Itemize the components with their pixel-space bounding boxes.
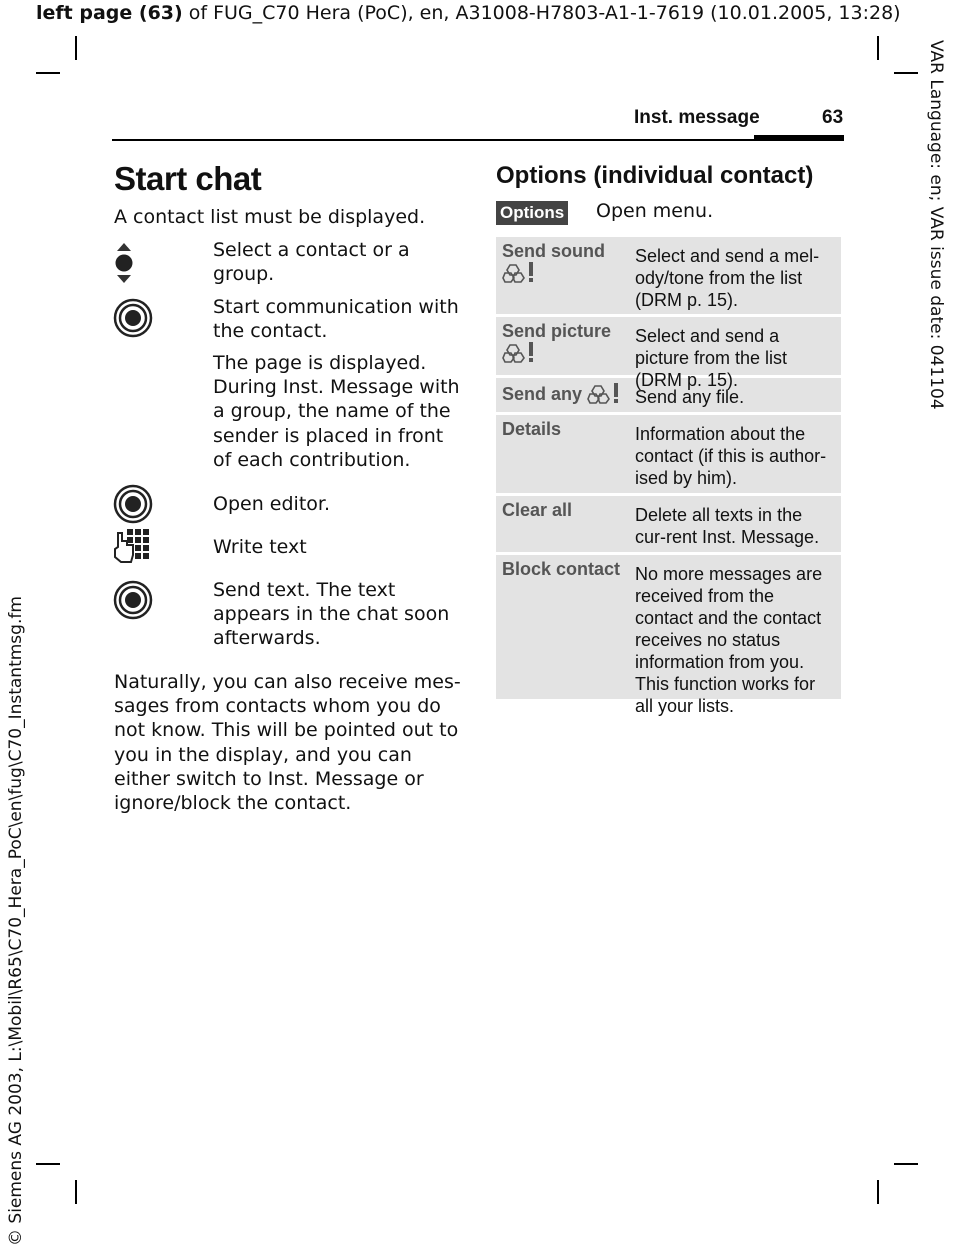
step-text: Start communication with the contact. xyxy=(213,296,459,343)
options-title: Options (individual contact) xyxy=(496,162,814,189)
keypad-icon xyxy=(113,527,151,567)
crop-mark xyxy=(75,1180,77,1204)
crop-mark xyxy=(36,72,60,74)
option-name: Details xyxy=(502,419,562,439)
center-key-icon xyxy=(113,580,153,624)
running-header-section: Inst. message xyxy=(634,107,760,128)
page-meta-prefix: left page (63) xyxy=(36,2,183,24)
step-text: Open editor. xyxy=(213,493,330,515)
header-rule xyxy=(112,139,844,141)
option-name: Clear all xyxy=(502,500,573,520)
table-row xyxy=(496,415,841,493)
crop-mark xyxy=(894,72,918,74)
table-row xyxy=(496,237,841,314)
intro-text: A contact list must be displayed. xyxy=(114,206,426,228)
side-note-right: VAR Language: en; VAR issue date: 041104 xyxy=(926,40,946,410)
page-meta-line xyxy=(36,2,901,24)
section-title: Start chat xyxy=(114,160,262,197)
step-text: The page is displayed. During Inst. Message with a group, the name of the sender is placed in front of each contribution. xyxy=(213,352,460,471)
step-text: Write text xyxy=(213,536,307,558)
option-name xyxy=(496,317,630,375)
center-key-icon xyxy=(113,298,153,342)
header-rule-accent xyxy=(754,135,844,141)
drm-icon xyxy=(587,382,623,408)
center-key-icon xyxy=(113,484,153,528)
option-name-label: Send sound xyxy=(502,241,605,261)
page-meta-rest: of FUG_C70 Hera (PoC), en, A31008-H7803-A1-1-7619 (10.01.2005, 13:28) xyxy=(182,2,901,24)
crop-mark xyxy=(894,1163,918,1165)
step-text: Select a contact or a group. xyxy=(213,239,410,286)
option-description: Information about the contact (if this is author-ised by him). xyxy=(635,424,827,488)
table-row xyxy=(496,555,841,716)
option-name xyxy=(496,378,630,412)
side-note-left: © Siemens AG 2003, L:\Mobil\R65\C70_Hera_PoC\en\fug\C70_Instantmsg.fm xyxy=(6,596,26,1246)
crop-mark xyxy=(877,1180,879,1204)
navigation-key-icon xyxy=(113,242,135,288)
page-number: 63 xyxy=(822,107,844,128)
drm-icon xyxy=(502,261,538,287)
option-name-label: Send picture xyxy=(502,321,612,341)
table-row xyxy=(496,317,841,390)
crop-mark xyxy=(75,36,77,60)
option-name xyxy=(496,237,630,314)
option-description: Send any file. xyxy=(635,387,745,407)
options-softkey-description: Open menu. xyxy=(596,200,714,222)
table-row xyxy=(496,496,841,552)
option-description: Select and send a mel-ody/tone from the list (DRM p. 15). xyxy=(635,246,820,310)
step-text: Send text. The text appears in the chat soon afterwards. xyxy=(213,579,450,650)
option-description: No more messages are received from the contact and the contact receives no status information from you. This function works for all your lists. xyxy=(635,564,823,716)
option-name-label: Send any xyxy=(502,383,583,404)
drm-icon xyxy=(502,341,538,367)
option-name: Block contact xyxy=(502,559,621,579)
option-description: Select and send a picture from the list (DRM p. 15). xyxy=(635,326,788,390)
option-description: Delete all texts in the cur-rent Inst. Message. xyxy=(635,505,820,547)
body-paragraph: Naturally, you can also receive mes-sages from contacts whom you do not know. This will be pointed out to you in the display, and you can either switch to Inst. Message or ignore/block the contact. xyxy=(114,671,461,815)
crop-mark xyxy=(36,1163,60,1165)
table-row xyxy=(496,378,841,412)
options-softkey: Options xyxy=(496,201,568,225)
options-table xyxy=(496,237,841,716)
crop-mark xyxy=(877,36,879,60)
